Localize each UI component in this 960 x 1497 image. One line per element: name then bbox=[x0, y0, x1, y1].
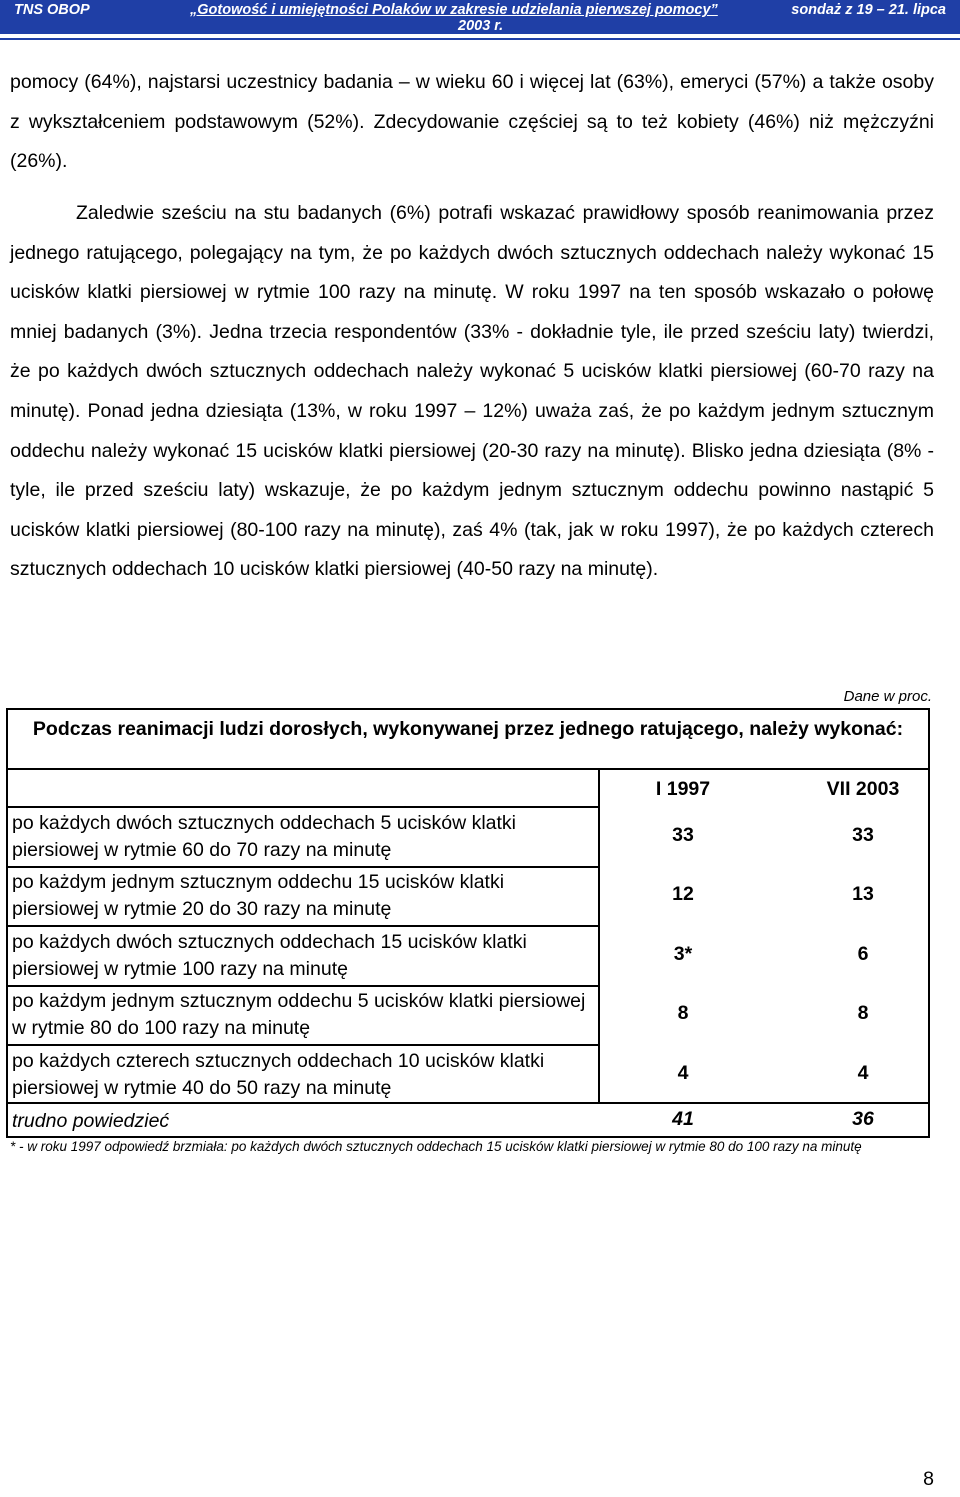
page-number: 8 bbox=[923, 1468, 934, 1490]
header-year: 2003 r. bbox=[458, 18, 504, 34]
table-row-label: po każdym jednym sztucznym oddechu 15 ucisków klatki piersiowej w rytmie 20 do 30 razy na minutę bbox=[12, 871, 505, 920]
page-header bbox=[0, 0, 960, 34]
table-row-value-2003: 8 bbox=[857, 1002, 869, 1024]
table-row-value-1997: 3* bbox=[673, 943, 693, 965]
table-row-label: po każdych dwóch sztucznych oddechach 15 ucisków klatki piersiowej w rytmie 100 razy na minutę bbox=[12, 931, 527, 980]
column-header-2003: VII 2003 bbox=[826, 778, 900, 800]
table-row-label: po każdym jednym sztucznym oddechu 5 ucisków klatki piersiowej w rytmie 80 do 100 razy na minutę bbox=[12, 990, 586, 1039]
body-paragraph-1: pomocy (64%), najstarsi uczestnicy badania – w wieku 60 i więcej lat (63%), emeryci (57%) a także osoby z wykształceniem podstawowym (52%). Zdecydowanie częściej są to też kobiety (46%) niż mężczyźni (26%). bbox=[10, 71, 934, 173]
header-org: TNS OBOP bbox=[14, 2, 90, 18]
body-paragraph-2: Zaledwie sześciu na stu badanych (6%) potrafi wskazać prawidłowy sposób reanimowania przez jednego ratującego, polegający na tym, że po każdych dwóch sztucznych oddechach należy wykonać 15 ucisków klatki piersiowej w rytmie 100 razy na minutę. W roku 1997 na ten sposób wskazało o połowę mniej badanych (3%). Jedna trzecia respondentów (33% - dokładnie tyle, ile przed sześciu laty) twierdzi, że po każdych dwóch sztucznych oddechach należy wykonać 5 ucisków klatki piersiowej (60-70 razy na minutę). Ponad jedna dziesiąta (13%, w roku 1997 – 12%) uważa zaś, że po każdym jednym sztucznym oddechu należy wykonać 15 ucisków klatki piersiowej (20-30 razy na minutę). Blisko jedna dziesiąta (8% - tyle, ile przed sześciu laty) wskazuje, że po każdym jednym sztucznym oddechu powinno nastąpić 5 ucisków klatki piersiowej (80-100 razy na minutę), zaś 4% (tak, jak w roku 1997), że po każdych czterech sztucznych oddechach 10 ucisków klatki piersiowej (40-50 razy na minutę). bbox=[10, 202, 934, 581]
table-column-divider bbox=[598, 770, 600, 1102]
table-row-value-2003: 4 bbox=[857, 1062, 869, 1084]
row-divider bbox=[8, 806, 598, 808]
table-row-value-2003: 6 bbox=[857, 943, 869, 965]
row-divider bbox=[8, 1102, 928, 1104]
table-row-value-1997: 33 bbox=[672, 824, 694, 846]
row-divider bbox=[8, 1044, 598, 1046]
table-row-value-2003: 36 bbox=[852, 1108, 874, 1130]
row-divider bbox=[8, 866, 598, 868]
row-divider bbox=[8, 925, 598, 927]
table-row-value-1997: 8 bbox=[677, 1002, 689, 1024]
header-divider bbox=[0, 38, 960, 40]
table-title: Podczas reanimacji ludzi dorosłych, wykonywanej przez jednego ratującego, należy wykonać: bbox=[6, 708, 930, 770]
table-row-value-2003: 13 bbox=[852, 883, 874, 905]
table-row-value-1997: 12 bbox=[672, 883, 694, 905]
header-report-title: „Gotowość i umiejętności Polaków w zakresie udzielania pierwszej pomocy” bbox=[190, 2, 718, 18]
row-divider bbox=[8, 985, 598, 987]
table-row-value-1997: 41 bbox=[672, 1108, 694, 1130]
table-row-label: po każdych dwóch sztucznych oddechach 5 ucisków klatki piersiowej w rytmie 60 do 70 razy na minutę bbox=[12, 812, 517, 861]
table-row-value-1997: 4 bbox=[677, 1062, 689, 1084]
table-row-label: trudno powiedzieć bbox=[12, 1110, 170, 1132]
column-header-1997: I 1997 bbox=[655, 778, 711, 800]
results-table bbox=[6, 770, 930, 1138]
header-date: sondaż z 19 – 21. lipca bbox=[791, 2, 946, 18]
table-units-note: Dane w proc. bbox=[843, 688, 932, 705]
table-footnote: * - w roku 1997 odpowiedź brzmiała: po każdych dwóch sztucznych oddechach 15 ucisków klatki piersiowej w rytmie 80 do 100 razy na minutę bbox=[10, 1139, 862, 1154]
table-row-value-2003: 33 bbox=[852, 824, 874, 846]
table-row-label: po każdych czterech sztucznych oddechach 10 ucisków klatki piersiowej w rytmie 40 do 50 razy na minutę bbox=[12, 1050, 545, 1099]
